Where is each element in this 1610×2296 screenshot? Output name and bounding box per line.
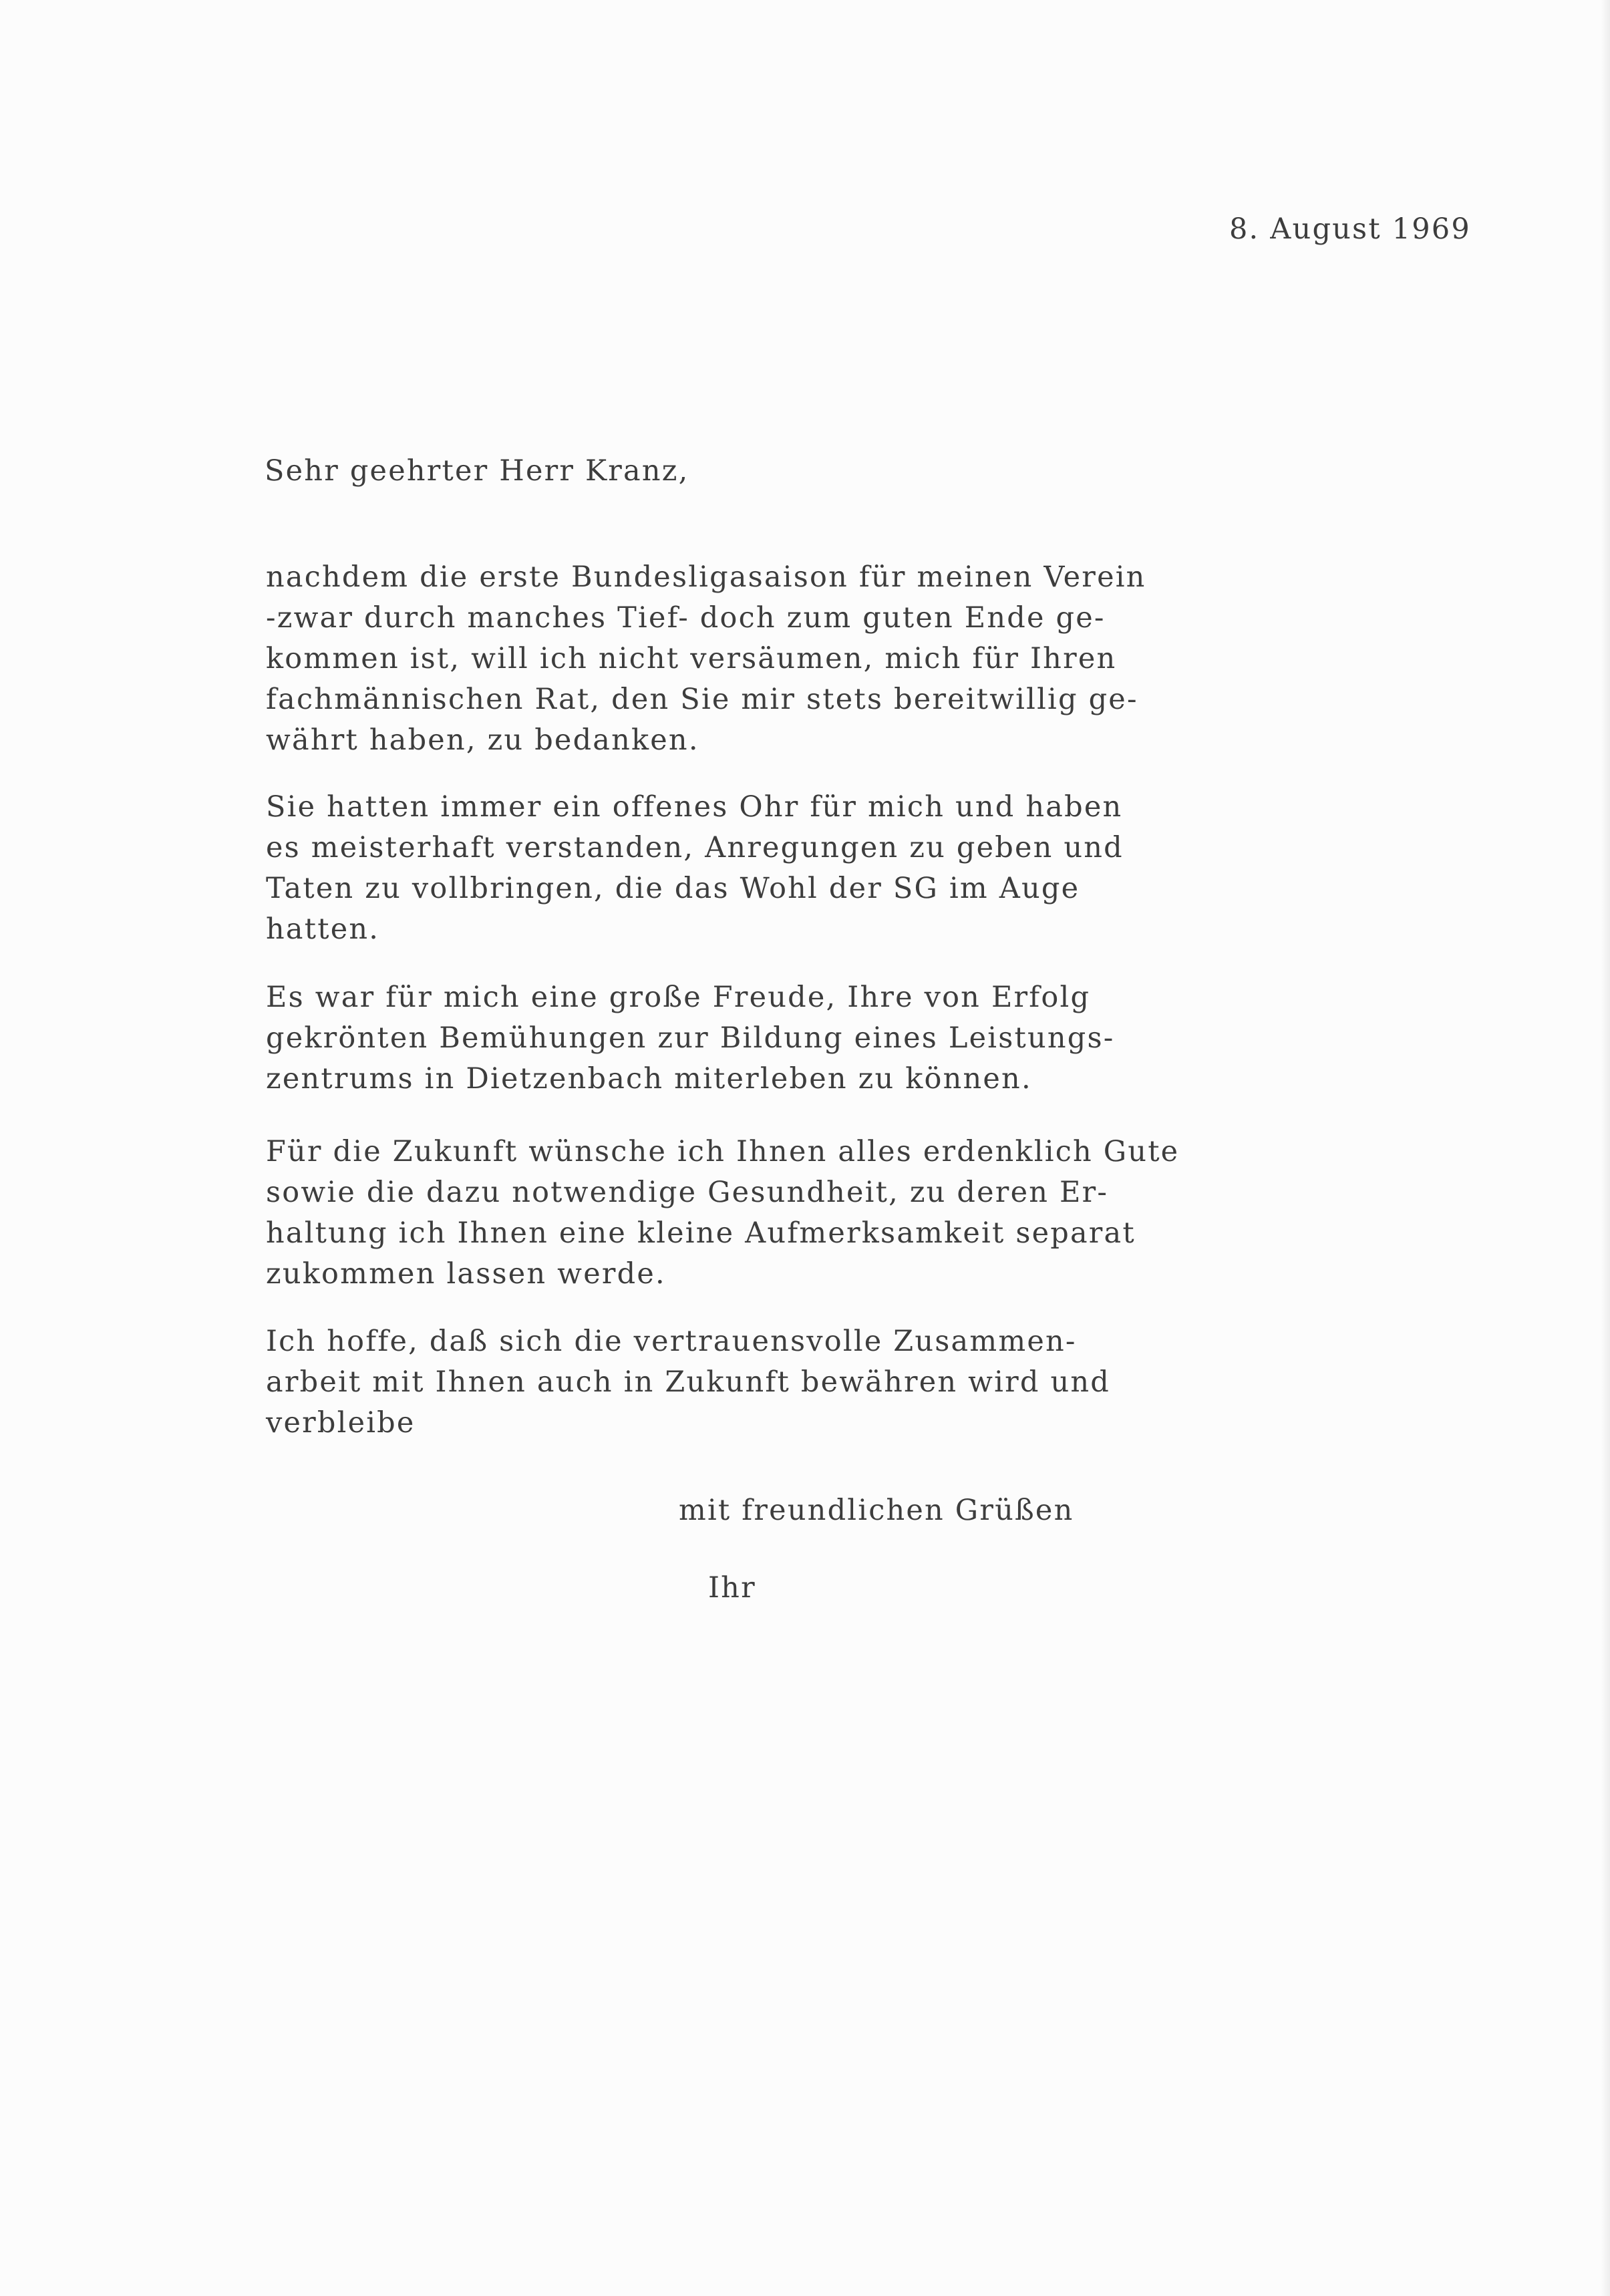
paragraph-line: fachmännischen Rat, den Sie mir stets bereitwillig ge- (266, 683, 1138, 716)
paragraph-line: Es war für mich eine große Freude, Ihre von Erfolg (266, 981, 1091, 1014)
paragraph-line: -zwar durch manches Tief- doch zum guten Ende ge- (266, 601, 1106, 635)
paragraph-line: Ich hoffe, daß sich die vertrauensvolle Zusammen- (266, 1325, 1077, 1358)
salutation: Sehr geehrter Herr Kranz, (265, 454, 689, 488)
paragraph-line: hatten. (266, 913, 380, 946)
paragraph-line: gekrönten Bemühungen zur Bildung eines Leistungs- (266, 1021, 1115, 1055)
paragraph-line: sowie die dazu notwendige Gesundheit, zu deren Er- (266, 1176, 1109, 1209)
letter-date: 8. August 1969 (1229, 212, 1471, 246)
paragraph-line: nachdem die erste Bundesligasaison für meinen Verein (266, 560, 1146, 594)
paragraph-line: haltung ich Ihnen eine kleine Aufmerksamkeit separat (266, 1216, 1136, 1250)
signoff: Ihr (708, 1571, 756, 1605)
paragraph-line: zentrums in Dietzenbach miterleben zu können. (266, 1062, 1032, 1096)
paragraph-line: es meisterhaft verstanden, Anregungen zu geben und (266, 831, 1124, 864)
paragraph-praise (266, 787, 1124, 950)
paper-edge (1601, 0, 1610, 2296)
closing-phrase: mit freundlichen Grüßen (679, 1494, 1074, 1527)
paragraph-thanks (266, 557, 1146, 761)
paragraph-joy (266, 977, 1114, 1100)
paragraph-line: Sie hatten immer ein offenes Ohr für mich und haben (266, 790, 1123, 824)
paragraph-line: Taten zu vollbringen, die das Wohl der SG im Auge (266, 872, 1080, 905)
paragraph-line: währt haben, zu bedanken. (266, 723, 699, 757)
paragraph-line: Für die Zukunft wünsche ich Ihnen alles erdenklich Gute (266, 1135, 1180, 1168)
paragraph-line: verbleibe (266, 1406, 416, 1440)
paragraph-line: arbeit mit Ihnen auch in Zukunft bewähren wird und (266, 1365, 1110, 1399)
paragraph-line: kommen ist, will ich nicht versäumen, mich für Ihren (266, 642, 1117, 675)
paragraph-wishes (266, 1132, 1179, 1295)
paragraph-hope (266, 1321, 1110, 1444)
paragraph-line: zukommen lassen werde. (266, 1257, 666, 1291)
